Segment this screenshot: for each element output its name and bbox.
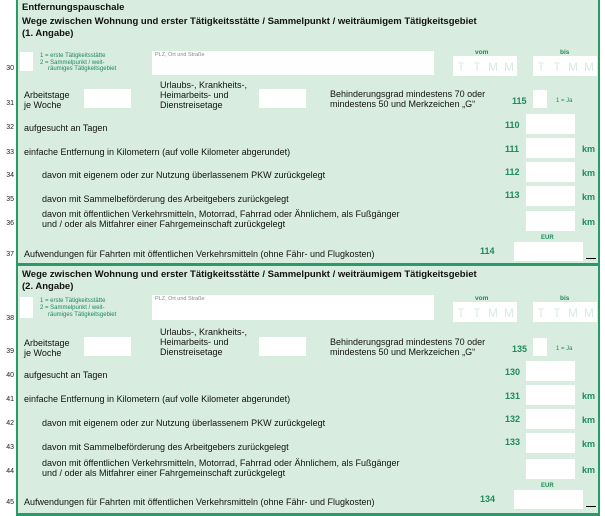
unit-km: km [582,439,596,449]
disability-label: mindestens 50 und Merkzeichen „G“ [330,347,476,357]
address-hint: PLZ, Ort und Straße [155,52,205,58]
line-number: 39 [6,348,14,355]
from-label: vom [475,295,489,302]
public-transport-distance-input[interactable] [526,459,575,479]
field-code: 114 [480,246,495,256]
address-input[interactable] [152,295,434,320]
option-label: räumiges Tätigkeitsgebiet [48,312,117,318]
line-number: 38 [6,315,14,322]
field-code: 113 [505,190,520,200]
date-letter: T [457,306,465,320]
absence-days-input[interactable] [259,337,306,356]
to-label: bis [560,295,570,302]
workdays-label: je Woche [24,100,62,110]
date-letter: M [584,60,594,74]
date-letter: T [457,60,465,74]
public-transport-label: davon mit öffentlichen Verkehrsmitteln, Motorrad, Fahrrad oder Ähnlichem, als Fußgänger [42,458,400,468]
days-visited-input[interactable] [526,361,575,381]
option-label: 2 = Sammelpunkt / weit- [40,305,105,311]
date-letter: M [584,306,594,320]
unit-km: km [582,391,596,401]
to-date-input[interactable] [533,56,597,76]
absence-days-label: Dienstreisetage [160,100,223,110]
absence-days-label: Heimarbeits- und [160,90,229,100]
section-heading: Wege zwischen Wohnung und erster Tätigkeitsstätte / Sammelpunkt / weiträumigem Tätigkeitsgebiet [22,16,477,27]
line-number: 42 [6,420,14,427]
workdays-input[interactable] [84,337,131,356]
unit-km: km [582,465,596,475]
absence-days-label: Urlaubs-, Krankheits-, [160,80,248,90]
date-letter: M [504,60,514,74]
unit-km: km [582,168,596,178]
field-code: 112 [505,167,520,177]
absence-days-label: Heimarbeits- und [160,337,229,347]
workdays-input[interactable] [84,89,131,108]
date-letter: T [473,306,481,320]
field-code: 135 [512,344,528,354]
workplace-type-field[interactable] [20,52,33,71]
field-code: 111 [505,144,520,154]
days-visited-label: aufgesucht an Tagen [24,123,108,133]
unit-km: km [582,192,596,202]
shuttle-distance-label: davon mit Sammelbeförderung des Arbeitgebers zurückgelegt [42,194,289,204]
line-number: 37 [6,251,14,258]
date-letter: T [553,306,561,320]
disability-label: Behinderungsgrad mindestens 70 oder [330,89,486,99]
line-number: 36 [6,220,14,227]
line-number: 31 [6,100,14,107]
unit-eur: EUR [541,483,554,489]
disability-input[interactable] [533,338,547,356]
disability-input[interactable] [533,90,547,108]
field-code: 131 [505,391,521,401]
days-visited-input[interactable] [526,114,575,134]
workplace-type-field[interactable] [20,297,33,318]
expenses-input[interactable] [514,490,583,509]
cents-dash [586,258,596,259]
distance-input[interactable] [526,385,575,405]
car-distance-input[interactable] [526,409,575,429]
shuttle-distance-label: davon mit Sammelbeförderung des Arbeitgebers zurückgelegt [42,442,289,452]
cents-dash [586,506,596,507]
address-input[interactable] [152,51,434,75]
yes-hint: 1 = Ja [556,346,573,352]
expenses-label: Aufwendungen für Fahrten mit öffentlichen Verkehrsmitteln (ohne Fähr- und Flugkosten) [24,497,375,507]
section-subheading: (2. Angabe) [22,281,74,292]
absence-days-input[interactable] [259,89,306,108]
line-number: 30 [6,65,14,72]
field-code: 115 [512,96,527,106]
date-letter: T [537,60,545,74]
public-transport-distance-input[interactable] [526,211,575,231]
workdays-label: Arbeitstage [24,338,70,348]
right-border [598,0,600,516]
public-transport-label: davon mit öffentlichen Verkehrsmitteln, Motorrad, Fahrrad oder Ähnlichem, als Fußgänger [42,209,400,219]
line-number: 45 [6,499,14,506]
to-date-input[interactable] [533,302,597,322]
public-transport-label: und / oder als Mitfahrer einer Fahrgemeinschaft zurückgelegt [42,219,286,229]
shuttle-distance-input[interactable] [526,186,575,206]
from-date-input[interactable] [453,302,517,322]
field-code: 130 [505,367,521,377]
disability-label: Behinderungsgrad mindestens 70 oder [330,337,486,347]
field-code: 134 [480,494,496,504]
date-letter: M [568,60,578,74]
line-number: 34 [6,172,14,179]
shuttle-distance-input[interactable] [526,433,575,453]
car-distance-input[interactable] [526,162,575,182]
line-number: 40 [6,372,14,379]
date-letter: M [504,306,514,320]
date-letter: T [553,60,561,74]
expenses-input[interactable] [514,242,583,261]
field-code: 132 [505,414,521,424]
car-distance-label: davon mit eigenem oder zur Nutzung überlassenem PKW zurückgelegt [42,418,326,428]
yes-hint: 1 = Ja [556,98,573,104]
line-number: 41 [6,396,14,403]
date-letter: T [537,306,545,320]
section-heading: Wege zwischen Wohnung und erster Tätigkeitsstätte / Sammelpunkt / weiträumigem Tätigkeitsgebiet [22,269,477,280]
absence-days-label: Dienstreisetage [160,347,223,357]
line-number: 33 [6,149,14,156]
field-code: 110 [505,120,520,130]
option-label: räumiges Tätigkeitsgebiet [48,66,117,72]
from-date-input[interactable] [453,56,517,76]
date-letter: M [488,60,498,74]
unit-km: km [582,217,596,227]
section-separator [16,263,600,266]
line-number: 44 [6,468,14,475]
date-letter: M [568,306,578,320]
line-number: 43 [6,444,14,451]
date-letter: M [488,306,498,320]
option-label: 1 = erste Tätigkeitsstätte [40,53,106,59]
form-title: Entfernungspauschale [22,2,125,13]
option-label: 2 = Sammelpunkt / weit- [40,60,105,66]
unit-eur: EUR [541,235,554,241]
from-label: vom [475,49,489,56]
unit-km: km [582,415,596,425]
absence-days-label: Urlaubs-, Krankheits-, [160,327,248,337]
workdays-label: Arbeitstage [24,90,70,100]
line-number: 35 [6,196,14,203]
expenses-label: Aufwendungen für Fahrten mit öffentlichen Verkehrsmitteln (ohne Fähr- und Flugkosten) [24,249,375,259]
option-label: 1 = erste Tätigkeitsstätte [40,298,106,304]
address-hint: PLZ, Ort und Straße [155,296,205,302]
public-transport-label: und / oder als Mitfahrer einer Fahrgemeinschaft zurückgelegt [42,468,286,478]
workdays-label: je Woche [24,348,62,358]
car-distance-label: davon mit eigenem oder zur Nutzung überlassenem PKW zurückgelegt [42,170,326,180]
distance-label: einfache Entfernung in Kilometern (auf volle Kilometer abgerundet) [24,394,291,404]
disability-label: mindestens 50 und Merkzeichen „G“ [330,99,476,109]
section-subheading: (1. Angabe) [22,28,74,39]
days-visited-label: aufgesucht an Tagen [24,370,108,380]
line-number: 32 [6,124,14,131]
left-border [16,0,18,516]
distance-label: einfache Entfernung in Kilometern (auf volle Kilometer abgerundet) [24,147,291,157]
unit-km: km [582,144,596,154]
field-code: 133 [505,437,521,447]
to-label: bis [560,49,570,56]
date-letter: T [473,60,481,74]
distance-input[interactable] [526,138,575,158]
